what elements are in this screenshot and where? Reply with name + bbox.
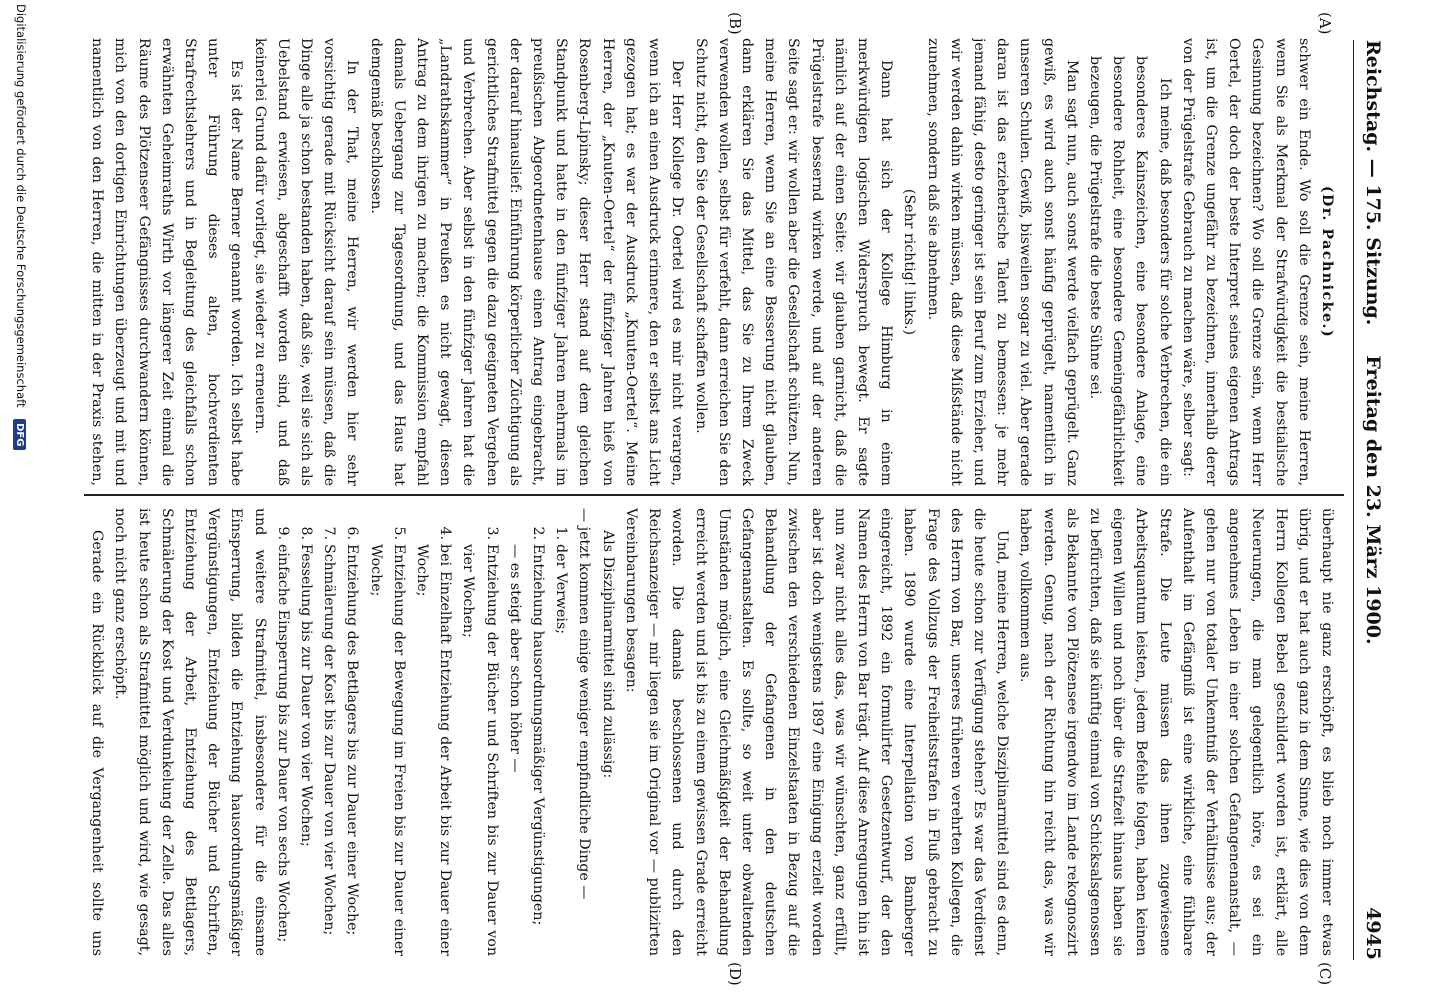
- disciplinary-list: [271, 508, 573, 956]
- speaker-name: (Dr. Pachnicke.): [1319, 185, 1335, 339]
- interjection: (Sehr richtig! links.): [901, 188, 918, 336]
- paragraph: überhaupt nie ganz erschöpft, es blieb noch immer etwas übrig, und er hat auch ganz in dem Sinne, wie dies von dem Herrn Kollegen Bebel geschildert worden ist, erklärt, alle Neuerungen, die man gelegentlich höre, es sei ein angenehmes Leben in einer solchen Gefangenenanstalt, — gehen nur von totaler Unkenntniß der Verhältnisse aus; der Aufenthalt im Gefängniß ist eine wirkliche, eine fühlbare Strafe. Die Leute müssen das ihnen zugewiesene Arbeitsquantum leisten, jedem Befehle folgen, haben keinen eigenen Willen und noch über die Strafzeit hinaus haben sie zu befürchten, daß sie künftig einmal von Schicksalsgenossen als Bekannte von Plötzensee irgendwo im Lande rekognoszirt werden. Genug, nach der Richtung hin reicht das, was wir haben, vollkommen aus.: [1017, 508, 1335, 956]
- margin-marker-a: (A): [1316, 12, 1334, 35]
- list-item: 2.Entziehung hausordnungsmäßiger Vergünstigungen;: [530, 526, 547, 926]
- list-item: 3.Entziehung der Bücher und Schriften bis zur Dauer von vier Wochen;: [460, 526, 500, 956]
- paragraph: und weitere Strafmittel, insbesondere für die einsame Einsperrung, bilden die Entziehung hausordnungsmäßiger Vergünstigungen, Entziehung der Bücher und Schriften, Entziehung der Arbeit, Entziehung des Bettlagers, Schmälerung der Kost und Verdunkelung der Zelle. Das alles ist heute schon als Strafmittel möglich und wird, wie gesagt, noch nicht ganz erschöpft.: [112, 508, 268, 956]
- right-column: [83, 508, 1338, 956]
- paragraph: Es ist der Name Berner genannt worden. Ich selbst habe unter Führung dieses alten, hochverdienten Strafrechtslehrers und in Begleitung des gleichfalls schon erwähnten Geheimraths Wirth vor längerer Zeit einmal die Räume des Plötzenseer Gefängnisses durchwandern können, mich von den dortigen Einrichtungen überzeugt und mit und namentlich von den Herren, die mitten in der Praxis stehen,: [89, 38, 245, 486]
- paragraph: Man sagt nun, auch sonst werde vielfach geprügelt. Ganz gewiß, es wird auch sonst häufig geprügelt, namentlich in unseren Schulen. Gewiß, bisweilen sogar zu viel. Aber gerade daran ist das erzieherische Talent zu bemessen: je mehr jemand fähig, desto geringer ist sein Beruf zum Erzieher, und wir werden dahin wirken müssen, daß diese Mißstände nicht zunehmen, sondern daß sie abnehmen.: [924, 38, 1080, 486]
- paragraph: Gerade ein Rückblick auf die Vergangenheit sollte uns: [89, 530, 106, 956]
- header-session: Reichstag. — 175. Sitzung.: [1362, 40, 1384, 326]
- margin-marker-c: (C): [1316, 962, 1334, 986]
- aside: — jetzt kommen einige weniger empfindliche Dinge —: [576, 508, 593, 900]
- digitization-credit: [6, 4, 28, 994]
- dfg-logo: DFG: [13, 419, 26, 450]
- header-date: Freitag den 23. März 1900.: [1362, 355, 1384, 645]
- credit-text: Digitalisierung gefördert durch die Deutsche Forschungsgemeinschaft: [14, 4, 28, 408]
- list-item: 4.bei Einzelhaft Entziehung der Arbeit bis zur Dauer einer Woche;: [414, 526, 454, 956]
- paragraph: Und, meine Herren, welche Disziplinarmittel sind es denn, die heute schon zur Verfügung stehen? Es war das Verdienst des Herrn von Bar, unseres früheren verehrten Kollegen, die Frage des Vollzugs der Freiheitsstrafen in Fluß gebracht zu haben. 1890 wurde eine Interpellation von Bamberger eingereicht, 1892 ein formulirter Gesetzentwurf, der den Namen des Herrn von Bar trägt. Auf diese Anregungen hin ist nun zwar nicht alles das, was wir wünschten, ganz erfüllt, aber ist doch wenigstens 1897 eine Einigung erzielt worden zwischen den verschiedenen Einzelstaaten in Bezug auf die Behandlung der Gefangenen in den deutschen Gefangenanstalten. Es sollte, so weit unter obwaltenden Umständen möglich, eine Gleichmäßigkeit der Behandlung erreicht werden und ist bis zu einem gewissen Grade erreicht worden. Die damals beschlossenen und durch den Reichsanzeiger — mir liegen sie im Original vor — publizirten Vereinbarungen besagen:: [622, 508, 1011, 956]
- quotation: Ich meine, daß besonders für solche Verbrechen, die ein besonderes Kainszeichen, eine besondere Anlage, eine besondere Rohheit, eine besondere Gemeingefährlichkeit bezeugen, die Prügelstrafe die beste Sühne sei.: [1086, 56, 1173, 486]
- page-number: 4945: [1362, 907, 1384, 960]
- list-item: 7.Schmälerung der Kost bis zur Dauer von vier Wochen;: [321, 526, 338, 936]
- list-item: 5.Entziehung der Bewegung im Freien bis zur Dauer einer Woche;: [367, 526, 407, 956]
- list-item: 8.Fesselung bis zur Dauer von vier Wochen;: [298, 526, 315, 847]
- paragraph: Der Herr Kollege Dr. Oertel wird es mir nicht verargen, wenn ich an einen Ausdruck erinnere, den er selbst ans Licht gezogen hat; es war der Ausdruck „Knuten-Oertel“. Meine Herren, der „Knuten-Oertel“ der fünfziger Jahren hieß von Rosenberg-Lipinsky; dieser Herr stand auf dem gleichen Standpunkt und hatte in den fünfziger Jahren mehrmals im preußischen Abgeordnetenhause einen Antrag eingebracht, der darauf hinauslief: Einführung körperlicher Züchtigung als gerichtliches Strafmittel gegen die dazu geeigneten Vergehen und Verbrechen. Aber selbst in den fünfziger Jahren hat die „Landrathskammer“ in Preußen es nicht gewagt, diesen Antrag zu dem ihrigen zu machen; die Kommission empfahl damals Uebergang zur Tagesordnung, und das Haus hat demgemäß beschlossen.: [367, 38, 686, 486]
- list-item: 1.der Verweis;: [553, 526, 570, 635]
- margin-marker-d: (D): [726, 962, 744, 986]
- page-header: [1353, 40, 1388, 960]
- column-divider: [84, 494, 1344, 496]
- list-item: 9.einfache Einsperrung bis zur Dauer von sechs Wochen;: [274, 526, 291, 943]
- paragraph: schwer ein Ende. Wo soll die Grenze sein, meine Herren, wenn Sie als Merkmal der Strafwürdigkeit die bestialische Gesinnung bezeichnen? Wo soll die Grenze sein, wenn Herr Oertel, der doch der beste Interpret seines eigenen Antrags ist, um die Grenze ungefähr zu bezeichnen, innerhalb derer von der Prügelstrafe Gebrauch zu machen wäre, selber sagt:: [1179, 38, 1312, 486]
- list-item: — es steigt aber schon höher —: [506, 544, 523, 773]
- paragraph: In der That, meine Herren, wir werden hier sehr vorsichtig gerade mit Rücksicht darauf sein müssen, daß die Dinge alle ja schon bestanden haben, daß sie, weil sie sich als Uebelstand erwiesen, abgeschafft worden sind, und daß keinerlei Grund dafür vorliegt, sie wieder zu erneuern.: [251, 38, 361, 486]
- left-column: [83, 38, 1338, 486]
- margin-marker-b: (B): [726, 12, 744, 35]
- list-intro: Als Disziplinarmittel sind zulässig:: [599, 530, 616, 779]
- paragraph: Dann hat sich der Kollege Himburg in einem merkwürdigen logischen Widerspruch bewegt. Er sagte nämlich auf der einen Seite: wir glauben garnicht, daß die Prügelstrafe bessernd wirken werde, und auf der anderen Seite sagt er: wir wollen aber die Gesellschaft schützen. Nun, meine Herren, wenn Sie an eine Besserung nicht glauben, dann erklären Sie das Mittel, das Sie zu Ihrem Zweck verwenden wollen, selbst für verfehlt, dann erreichen Sie den Schutz nicht, den Sie der Gesellschaft schaffen wollen.: [692, 38, 895, 486]
- list-item: 6.Entziehung des Bettlagers bis zur Dauer einer Woche;: [344, 526, 361, 936]
